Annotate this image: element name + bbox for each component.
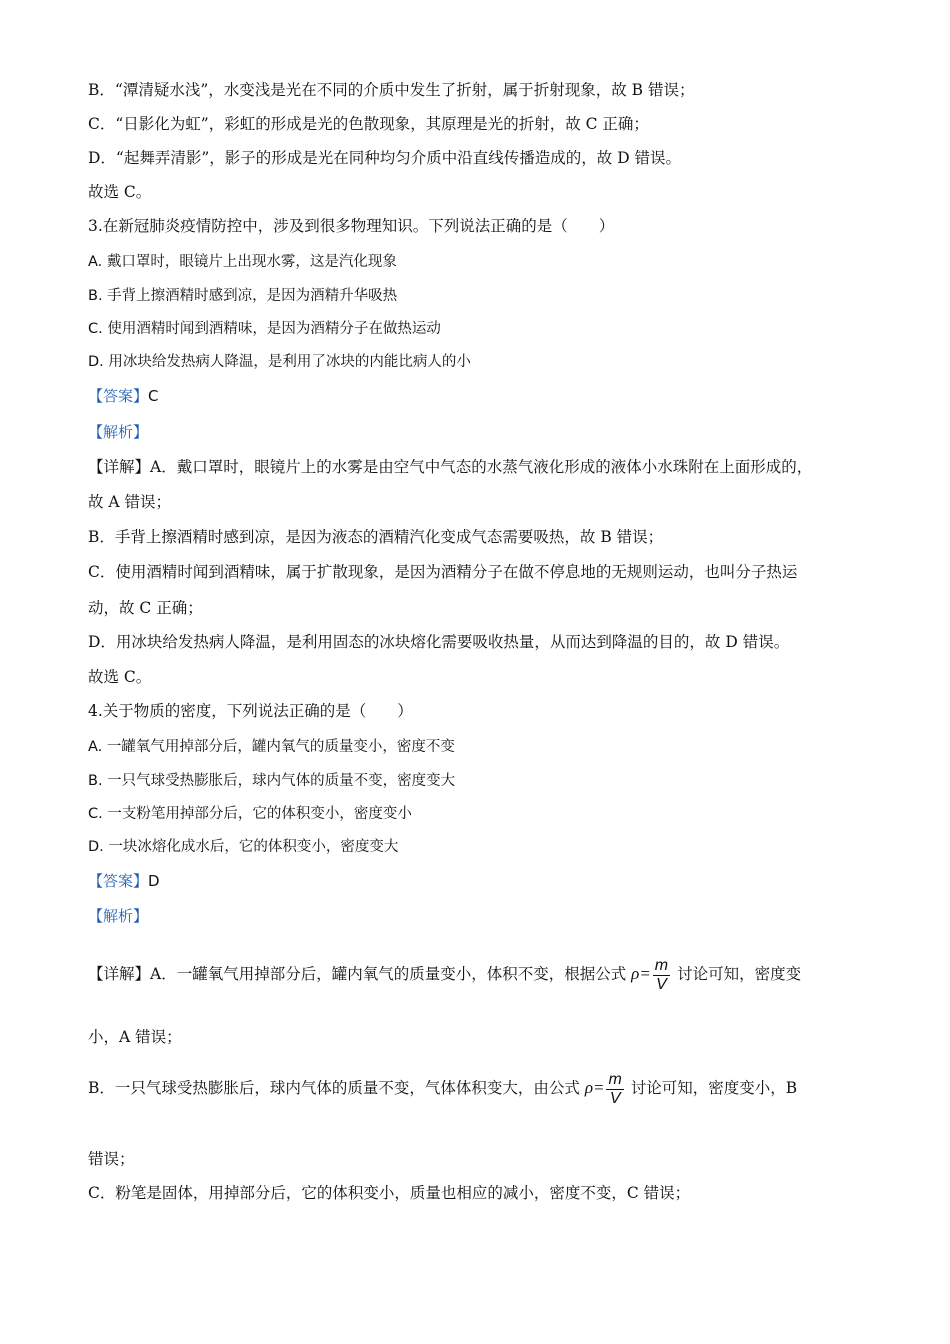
q4-detail-b-cont: 错误； [88,1150,135,1168]
detail-text: A．戴口罩时，眼镜片上的水雾是由空气中气态的水蒸气液化形成的液体小水珠附在上面形成的， [150,458,813,476]
answer-tag: 【答案】 [88,387,149,405]
q3-detail-c: C．使用酒精时闻到酒精味，属于扩散现象，是因为酒精分子在做不停息地的无规则运动，也叫分子热运 [88,563,798,581]
q4-analysis-tag: 【解析】 [88,907,149,925]
q4-option-b: B. 一只气球受热膨胀后，球内气体的质量不变，密度变大 [88,773,456,789]
formula-numerator: m [654,956,669,974]
q4-answer [88,871,160,891]
q2-option-c-analysis: C．“日影化为虹”，彩虹的形成是光的色散现象，其原理是光的折射，故 C 正确； [88,115,649,133]
detail-text-tail: 讨论可知，密度变小，B [630,1079,798,1097]
q4-detail-c: C．粉笔是固体，用掉部分后，它的体积变小，质量也相应的减小，密度不变，C 错误； [88,1184,691,1202]
q3-stem: 3.在新冠肺炎疫情防控中，涉及到很多物理知识。下列说法正确的是（ ） [88,217,615,235]
formula-denominator: V [609,1089,621,1107]
q4-option-c: C. 一支粉笔用掉部分后，它的体积变小，密度变小 [88,806,412,822]
answer-tag: 【答案】 [88,872,149,890]
q3-option-a: A. 戴口罩时，眼镜片上出现水雾，这是汽化现象 [88,254,397,270]
answer-value: D [148,872,160,890]
density-formula-rho: ρ= [631,964,651,983]
q4-detail-a [88,954,801,994]
q4-option-a: A. 一罐氧气用掉部分后，罐内氧气的质量变小，密度不变 [88,739,455,755]
detail-text: A．一罐氧气用掉部分后，罐内氧气的质量变小，体积不变，根据公式 [150,965,627,983]
q3-option-d: D. 用冰块给发热病人降温，是利用了冰块的内能比病人的小 [88,354,471,370]
q4-detail-b [88,1068,797,1108]
answer-value: C [148,387,159,405]
density-formula-rho: ρ= [584,1078,605,1097]
q3-detail-a [88,457,812,477]
density-formula-fraction [606,1071,623,1108]
detail-text-tail: 讨论可知，密度变 [677,965,802,983]
q2-option-d-analysis: D．“起舞弄清影”，影子的形成是光在同种均匀介质中沿直线传播造成的，故 D 错误。 [88,149,682,167]
q4-detail-a-cont: 小，A 错误； [88,1028,182,1046]
q3-detail-c-cont: 动，故 C 正确； [88,599,203,617]
q2-conclusion: 故选 C。 [88,183,152,201]
q4-stem: 4.关于物质的密度，下列说法正确的是（ ） [88,702,413,720]
detail-text: B．一只气球受热膨胀后，球内气体的质量不变，气体体积变大，由公式 [88,1079,580,1097]
q4-option-d: D. 一块冰熔化成水后，它的体积变小，密度变大 [88,839,399,855]
detail-tag: 【详解】 [88,458,151,476]
formula-numerator: m [608,1070,622,1088]
q3-detail-b: B．手背上擦酒精时感到凉，是因为液态的酒精汽化变成气态需要吸热，故 B 错误； [88,528,664,546]
q3-option-b: B. 手背上擦酒精时感到凉，是因为酒精升华吸热 [88,288,398,304]
q3-conclusion: 故选 C。 [88,668,152,686]
q3-analysis-tag: 【解析】 [88,423,149,441]
q3-detail-a-cont: 故 A 错误； [88,493,172,511]
detail-tag: 【详解】 [88,965,151,983]
q3-option-c: C. 使用酒精时闻到酒精味，是因为酒精分子在做热运动 [88,321,441,337]
formula-denominator: V [656,975,667,993]
q3-detail-d: D．用冰块给发热病人降温，是利用固态的冰块熔化需要吸收热量，从而达到降温的目的，故 D 错误。 [88,633,790,651]
density-formula-fraction [653,957,670,994]
q2-option-b-analysis: B．“潭清疑水浅”，水变浅是光在不同的介质中发生了折射，属于折射现象，故 B 错误； [88,81,695,99]
q3-answer [88,386,159,406]
